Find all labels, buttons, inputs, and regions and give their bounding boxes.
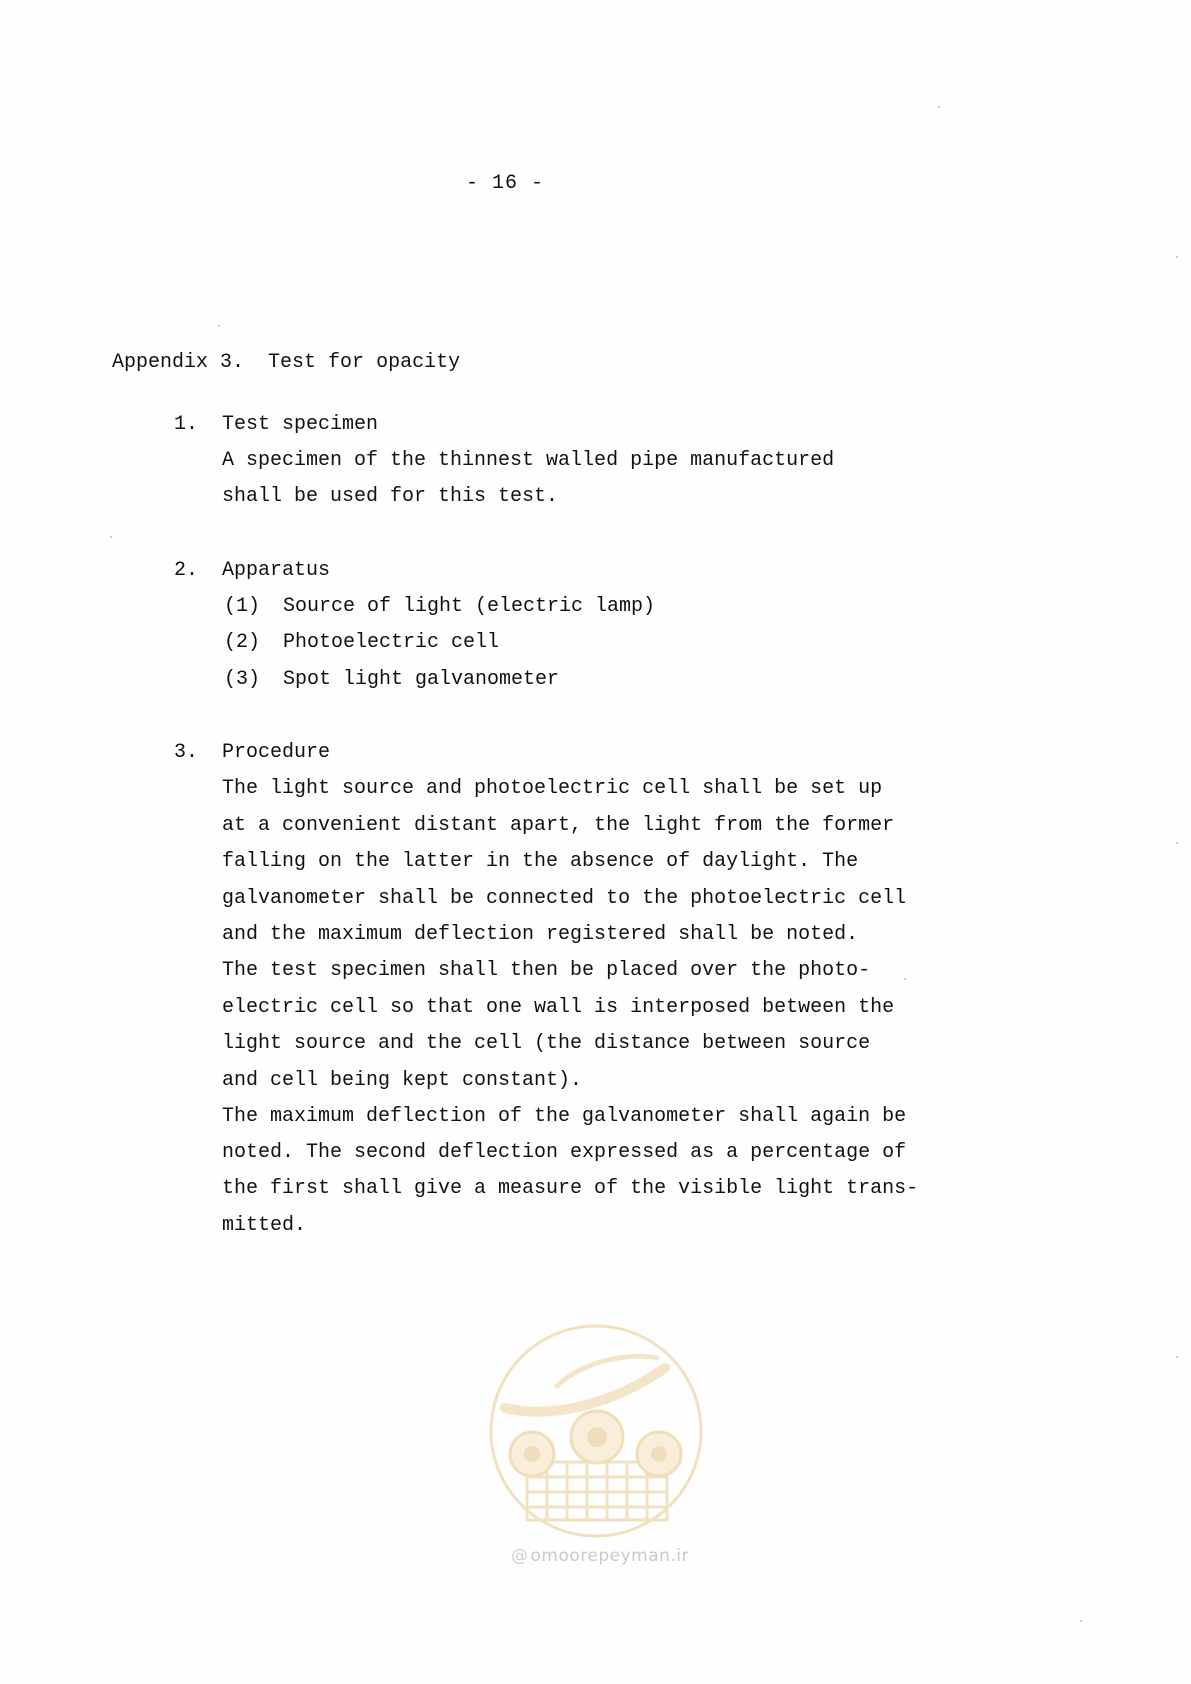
section-2-number: 2. bbox=[174, 559, 199, 582]
procedure-line: noted. The second deflection expressed as a percentage of bbox=[222, 1141, 907, 1164]
section-3-title: Procedure bbox=[222, 741, 331, 764]
procedure-line: at a convenient distant apart, the light from the former bbox=[222, 814, 895, 837]
scan-speck bbox=[1176, 842, 1178, 844]
procedure-line: and the maximum deflection registered shall be noted. bbox=[222, 923, 859, 946]
apparatus-item-number: (2) bbox=[224, 631, 261, 654]
section-1-line: shall be used for this test. bbox=[222, 485, 559, 508]
scan-speck bbox=[1176, 256, 1178, 258]
procedure-line: and cell being kept constant). bbox=[222, 1069, 583, 1092]
apparatus-item-text: Photoelectric cell bbox=[283, 631, 500, 654]
watermark-url bbox=[500, 1546, 700, 1566]
section-1-number: 1. bbox=[174, 413, 199, 436]
procedure-line: electric cell so that one wall is interposed between the bbox=[222, 996, 895, 1019]
procedure-line: the first shall give a measure of the visible light trans- bbox=[222, 1177, 919, 1200]
apparatus-item-number: (1) bbox=[224, 595, 261, 618]
procedure-line: The light source and photoelectric cell shall be set up bbox=[222, 777, 883, 800]
at-sign-icon: @ bbox=[510, 1546, 529, 1566]
watermark-site: omoorepeyman.ir bbox=[530, 1546, 690, 1566]
apparatus-item-text: Source of light (electric lamp) bbox=[283, 595, 656, 618]
appendix-heading bbox=[112, 350, 460, 376]
scan-speck bbox=[938, 106, 940, 108]
procedure-line: light source and the cell (the distance between source bbox=[222, 1032, 871, 1055]
section-2-title: Apparatus bbox=[222, 559, 331, 582]
procedure-line: mitted. bbox=[222, 1214, 307, 1237]
apparatus-item-text: Spot light galvanometer bbox=[283, 668, 560, 691]
procedure-line: galvanometer shall be connected to the photoelectric cell bbox=[222, 887, 907, 910]
apparatus-item-number: (3) bbox=[224, 668, 261, 691]
scan-speck bbox=[904, 978, 906, 980]
appendix-title: Test for opacity bbox=[268, 351, 461, 374]
section-1-line: A specimen of the thinnest walled pipe manufactured bbox=[222, 449, 835, 472]
scan-speck bbox=[110, 536, 112, 538]
procedure-line: The test specimen shall then be placed over the photo- bbox=[222, 959, 871, 982]
appendix-label: Appendix 3. bbox=[112, 351, 245, 374]
scan-speck bbox=[218, 325, 220, 327]
procedure-line: The maximum deflection of the galvanometer shall again be bbox=[222, 1105, 907, 1128]
scan-speck bbox=[1176, 1356, 1178, 1358]
procedure-line: falling on the latter in the absence of daylight. The bbox=[222, 850, 859, 873]
section-1-title: Test specimen bbox=[222, 413, 379, 436]
section-3-number: 3. bbox=[174, 741, 199, 764]
scan-speck bbox=[1080, 1620, 1082, 1622]
page-number: - 16 - bbox=[465, 172, 544, 195]
omoorepeyman-seal-icon bbox=[487, 1322, 705, 1540]
